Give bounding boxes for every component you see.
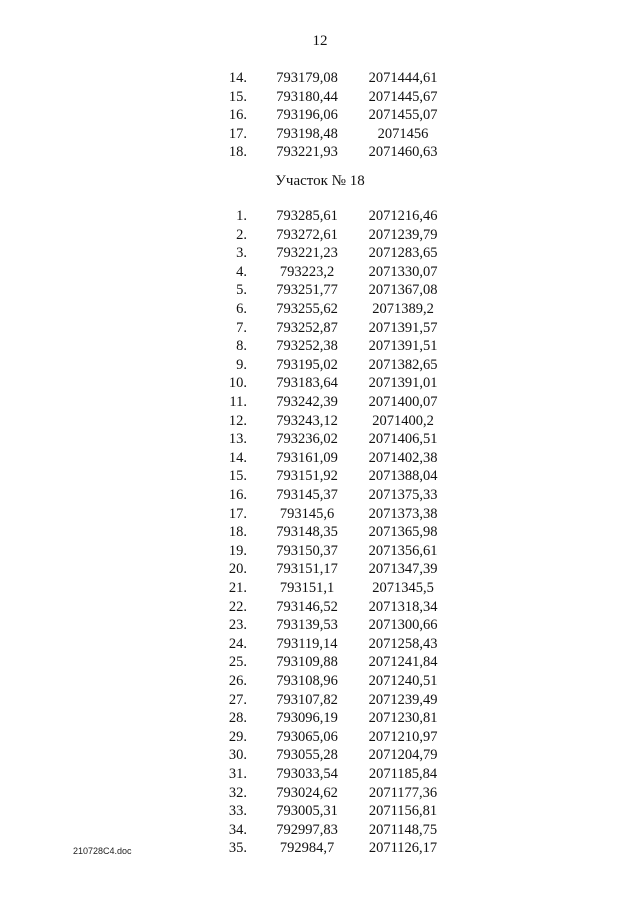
point-number: 1.	[236, 208, 247, 224]
table-row	[0, 635, 640, 653]
table-row	[0, 319, 640, 337]
point-number: 30.	[228, 747, 247, 764]
table-row	[0, 143, 640, 161]
x-coordinate: 793055,28	[276, 747, 338, 764]
y-coordinate: 2071126,17	[368, 840, 438, 857]
table-row	[0, 430, 640, 448]
y-coordinate: 2071445,67	[368, 88, 438, 105]
x-coordinate: 793151,1	[279, 580, 335, 596]
y-coordinate: 2071356,61	[368, 542, 438, 559]
footer-filename: 210728C4.doc	[73, 846, 132, 856]
y-coordinate: 2071400,2	[372, 412, 434, 429]
point-number: 15.	[228, 468, 247, 485]
point-number: 24.	[228, 635, 247, 652]
y-coordinate: 2071391,51	[368, 338, 438, 355]
table-row	[0, 505, 640, 523]
point-number: 31.	[228, 766, 247, 782]
x-coordinate: 793119,14	[276, 635, 338, 652]
table-row	[0, 523, 640, 541]
y-coordinate: 2071456	[377, 125, 429, 142]
point-number: 33.	[228, 803, 247, 820]
y-coordinate: 2071444,61	[368, 70, 438, 86]
point-number: 13.	[228, 431, 247, 448]
x-coordinate: 793145,37	[276, 487, 338, 503]
y-coordinate: 2071388,04	[368, 468, 438, 485]
table-row	[0, 106, 640, 124]
point-number: 12.	[228, 412, 247, 429]
table-row	[0, 281, 640, 299]
point-number: 8.	[236, 338, 247, 355]
x-coordinate: 793096,19	[276, 710, 338, 727]
y-coordinate: 2071283,65	[368, 245, 438, 262]
y-coordinate: 2071148,75	[368, 821, 438, 838]
point-number: 6.	[236, 301, 247, 317]
y-coordinate: 2071402,38	[368, 449, 438, 466]
point-number: 20.	[228, 561, 247, 578]
table-row	[0, 393, 640, 411]
x-coordinate: 793033,54	[276, 766, 338, 782]
y-coordinate: 2071455,07	[368, 107, 438, 123]
y-coordinate: 2071391,57	[368, 319, 438, 336]
table-row	[0, 802, 640, 820]
x-coordinate: 793146,52	[276, 598, 338, 615]
point-number: 4.	[236, 263, 247, 280]
y-coordinate: 2071240,51	[368, 673, 438, 689]
table-row	[0, 579, 640, 597]
point-number: 34.	[228, 821, 247, 838]
y-coordinate: 2071241,84	[368, 654, 438, 671]
y-coordinate: 2071400,07	[368, 394, 438, 410]
y-coordinate: 2071216,46	[368, 208, 438, 224]
x-coordinate: 793151,92	[276, 468, 338, 485]
x-coordinate: 792997,83	[276, 821, 338, 838]
y-coordinate: 2071204,79	[368, 747, 438, 764]
table-row	[0, 467, 640, 485]
point-number: 16.	[228, 107, 247, 123]
point-number: 25.	[228, 654, 247, 671]
x-coordinate: 793223,2	[279, 263, 335, 280]
x-coordinate: 793108,96	[276, 673, 338, 689]
x-coordinate: 793221,23	[276, 245, 338, 262]
point-number: 18.	[228, 524, 247, 541]
table-row	[0, 598, 640, 616]
y-coordinate: 2071156,81	[368, 803, 438, 820]
y-coordinate: 2071258,43	[368, 635, 438, 652]
point-number: 35.	[228, 840, 247, 857]
x-coordinate: 793179,08	[276, 70, 338, 86]
y-coordinate: 2071239,49	[368, 691, 438, 708]
x-coordinate: 793024,62	[276, 784, 338, 801]
table-row	[0, 412, 640, 430]
x-coordinate: 793243,12	[276, 412, 338, 429]
x-coordinate: 793196,06	[276, 107, 338, 123]
x-coordinate: 793198,48	[276, 125, 338, 142]
y-coordinate: 2071347,39	[368, 561, 438, 578]
point-number: 2.	[236, 226, 247, 243]
point-number: 18.	[228, 144, 247, 160]
point-number: 23.	[228, 617, 247, 634]
table-row	[0, 125, 640, 143]
y-coordinate: 2071373,38	[368, 505, 438, 522]
table-row	[0, 709, 640, 727]
table-row	[0, 300, 640, 318]
y-coordinate: 2071389,2	[372, 301, 434, 317]
point-number: 11.	[229, 394, 247, 410]
y-coordinate: 2071177,36	[368, 784, 438, 801]
table-row	[0, 672, 640, 690]
table-row	[0, 88, 640, 106]
point-number: 27.	[228, 691, 247, 708]
table-row	[0, 542, 640, 560]
table-row	[0, 486, 640, 504]
table-row	[0, 337, 640, 355]
table-row	[0, 784, 640, 802]
y-coordinate: 2071210,97	[368, 728, 438, 745]
table-row	[0, 449, 640, 467]
y-coordinate: 2071185,84	[368, 766, 438, 782]
table-row	[0, 728, 640, 746]
x-coordinate: 793285,61	[276, 208, 338, 224]
y-coordinate: 2071460,63	[368, 144, 438, 160]
x-coordinate: 793139,53	[276, 617, 338, 634]
x-coordinate: 793065,06	[276, 728, 338, 745]
x-coordinate: 793150,37	[276, 542, 338, 559]
x-coordinate: 793161,09	[276, 449, 338, 466]
point-number: 29.	[228, 728, 247, 745]
point-number: 26.	[228, 673, 247, 689]
x-coordinate: 793236,02	[276, 431, 338, 448]
point-number: 9.	[236, 356, 247, 373]
point-number: 22.	[228, 598, 247, 615]
x-coordinate: 793148,35	[276, 524, 338, 541]
y-coordinate: 2071367,08	[368, 282, 438, 299]
point-number: 17.	[228, 125, 247, 142]
table-row	[0, 374, 640, 392]
point-number: 5.	[236, 282, 247, 299]
y-coordinate: 2071391,01	[368, 375, 438, 392]
point-number: 19.	[228, 542, 247, 559]
y-coordinate: 2071382,65	[368, 356, 438, 373]
x-coordinate: 793107,82	[276, 691, 338, 708]
table-row	[0, 560, 640, 578]
y-coordinate: 2071239,79	[368, 226, 438, 243]
x-coordinate: 793255,62	[276, 301, 338, 317]
table-row	[0, 653, 640, 671]
y-coordinate: 2071300,66	[368, 617, 438, 634]
y-coordinate: 2071318,34	[368, 598, 438, 615]
x-coordinate: 793005,31	[276, 803, 338, 820]
table-row	[0, 691, 640, 709]
table-row	[0, 263, 640, 281]
x-coordinate: 793145,6	[279, 505, 335, 522]
table-row	[0, 616, 640, 634]
point-number: 17.	[228, 505, 247, 522]
x-coordinate: 793109,88	[276, 654, 338, 671]
y-coordinate: 2071365,98	[368, 524, 438, 541]
table-row	[0, 244, 640, 262]
section-title: Участок № 18	[275, 173, 365, 189]
point-number: 3.	[236, 245, 247, 262]
y-coordinate: 2071330,07	[368, 263, 438, 280]
table-row	[0, 746, 640, 764]
x-coordinate: 793180,44	[276, 88, 338, 105]
point-number: 14.	[228, 449, 247, 466]
table-row	[0, 69, 640, 87]
x-coordinate: 793251,77	[276, 282, 338, 299]
x-coordinate: 793242,39	[276, 394, 338, 410]
x-coordinate: 793195,02	[276, 356, 338, 373]
x-coordinate: 792984,7	[279, 840, 335, 857]
table-row	[0, 207, 640, 225]
point-number: 28.	[228, 710, 247, 727]
y-coordinate: 2071230,81	[368, 710, 438, 727]
table-row	[0, 356, 640, 374]
x-coordinate: 793183,64	[276, 375, 338, 392]
point-number: 15.	[228, 88, 247, 105]
point-number: 16.	[228, 487, 247, 503]
point-number: 21.	[228, 580, 247, 596]
x-coordinate: 793252,38	[276, 338, 338, 355]
table-row	[0, 226, 640, 244]
x-coordinate: 793221,93	[276, 144, 338, 160]
x-coordinate: 793151,17	[276, 561, 338, 578]
y-coordinate: 2071406,51	[368, 431, 438, 448]
x-coordinate: 793272,61	[276, 226, 338, 243]
page-number: 12	[312, 33, 328, 49]
point-number: 14.	[228, 70, 247, 86]
point-number: 32.	[228, 784, 247, 801]
point-number: 10.	[228, 375, 247, 392]
y-coordinate: 2071345,5	[372, 580, 434, 596]
table-row	[0, 765, 640, 783]
table-row	[0, 821, 640, 839]
x-coordinate: 793252,87	[276, 319, 338, 336]
point-number: 7.	[236, 319, 247, 336]
y-coordinate: 2071375,33	[368, 487, 438, 503]
